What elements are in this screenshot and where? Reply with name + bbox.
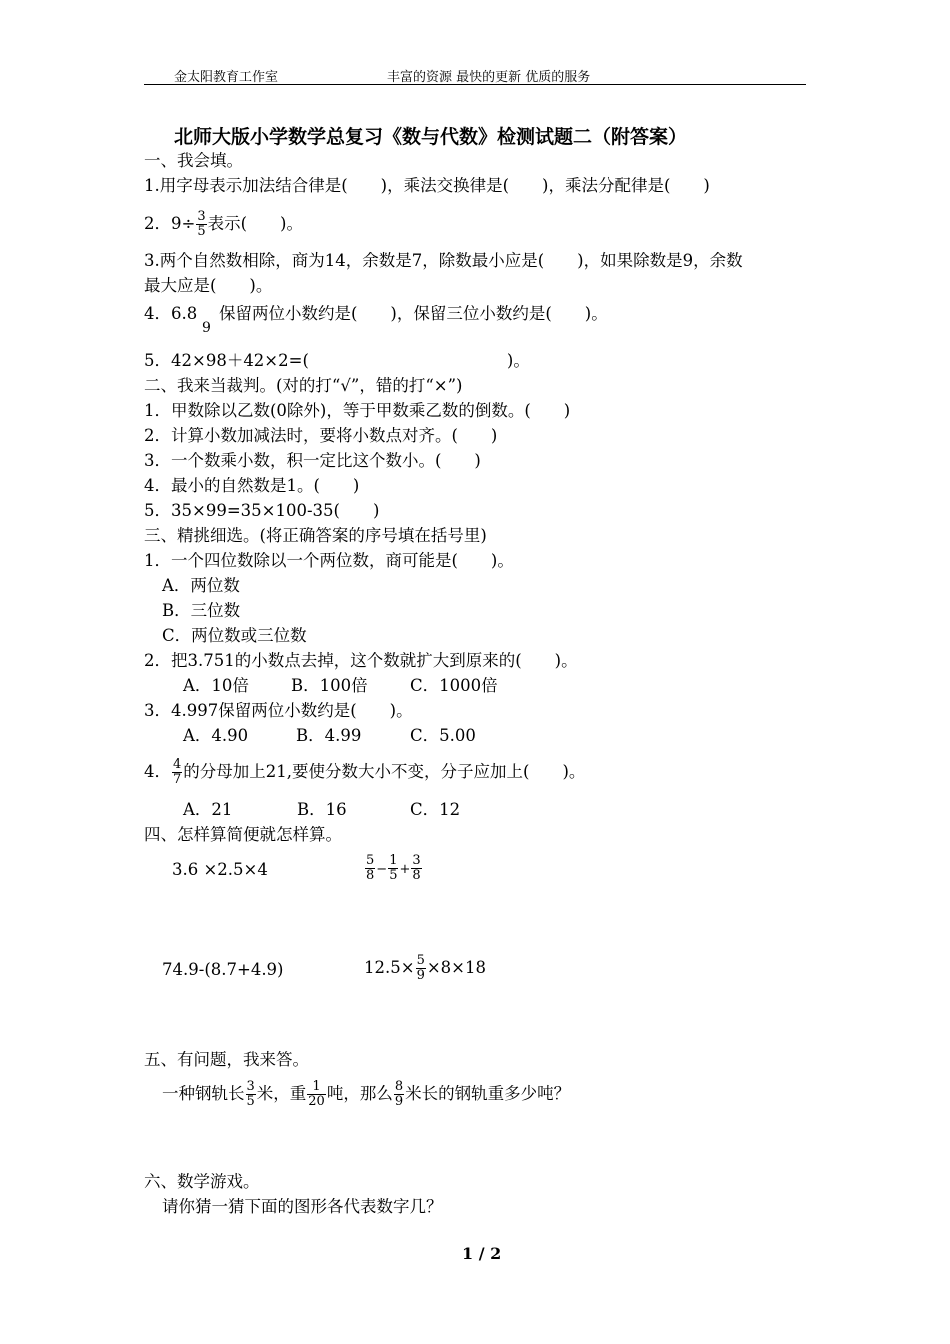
s1-q5: 5．42×98＋42×2=( )。	[144, 351, 530, 370]
s1-q2-denominator: 5	[197, 224, 206, 239]
s3-q2-option: A．10倍	[183, 676, 249, 695]
plus-sign: +	[399, 862, 411, 877]
numerator: 8	[394, 1079, 404, 1094]
s3-q3-option: C．5.00	[410, 726, 476, 745]
s5-fraction-3	[394, 1080, 404, 1109]
s1-q4-repeating-digit: 9	[202, 320, 211, 336]
s1-q2-post: 表示( )。	[207, 214, 303, 233]
s1-q2-numerator: 3	[197, 209, 206, 224]
s5-problem	[162, 1080, 570, 1109]
numerator: 1	[307, 1080, 326, 1095]
s1-q2-pre: 2．9÷	[144, 214, 196, 233]
header-rule	[144, 84, 806, 85]
section1-heading: 一、我会填。	[144, 151, 243, 170]
s1-q2	[144, 210, 303, 239]
s3-q4-fraction	[172, 758, 182, 787]
s4-expr2-frac3	[411, 854, 421, 883]
numerator: 5	[416, 953, 425, 968]
s5-text-3: 吨，那么	[326, 1084, 393, 1103]
s1-q2-fraction	[196, 210, 206, 239]
s4-expr1: 3.6 ×2.5×4	[172, 860, 268, 879]
numerator: 3	[246, 1079, 255, 1094]
denominator: 9	[416, 968, 425, 983]
numerator: 3	[412, 853, 421, 868]
s2-item: 2．计算小数加减法时，要将小数点对齐。( )	[144, 426, 498, 445]
denominator: 5	[246, 1094, 255, 1109]
s4-expr4-fraction	[416, 954, 426, 983]
numerator: 1	[389, 853, 398, 868]
s3-q4	[144, 758, 585, 787]
section2-heading: 二、我来当裁判。(对的打“√”，错的打“×”)	[144, 376, 463, 395]
s5-text-4: 米长的钢轨重多少吨？	[405, 1084, 571, 1103]
s3-q4-option: B．16	[297, 800, 347, 819]
s3-q4-denominator: 7	[173, 772, 182, 787]
section4-heading: 四、怎样算简便就怎样算。	[144, 825, 342, 844]
s5-text-1: 一种钢轨长	[162, 1084, 245, 1103]
s2-item: 1．甲数除以乙数(0除外)，等于甲数乘乙数的倒数。( )	[144, 401, 571, 420]
s2-item: 4．最小的自然数是1。( )	[144, 476, 360, 495]
s3-q4-numerator: 4	[173, 757, 182, 772]
s3-q1: 1．一个四位数除以一个两位数，商可能是( )。	[144, 551, 514, 570]
denominator: 8	[366, 868, 375, 883]
s1-q1: 1.用字母表示加法结合律是( )，乘法交换律是( )，乘法分配律是( )	[144, 176, 710, 195]
section5-heading: 五、有问题，我来答。	[144, 1050, 309, 1069]
s1-q4: 4．6.8 保留两位小数约是( )，保留三位小数约是( )。	[144, 304, 608, 323]
page-title: 北师大版小学数学总复习《数与代数》检测试题二（附答案）	[174, 126, 688, 148]
s3-q3-option: B．4.99	[296, 726, 362, 745]
s4-expr4-pre: 12.5×	[364, 958, 415, 977]
s3-q2-option: C．1000倍	[410, 676, 498, 695]
denominator: 8	[412, 868, 421, 883]
s4-expr4	[364, 954, 486, 983]
s3-q3-option: A．4.90	[183, 726, 249, 745]
header-right: 丰富的资源 最快的更新 优质的服务	[387, 70, 591, 85]
s4-expr2	[364, 854, 423, 883]
s2-item: 3．一个数乘小数，积一定比这个数小。( )	[144, 451, 481, 470]
s4-expr2-frac1	[365, 854, 375, 883]
numerator: 5	[366, 853, 375, 868]
s5-text-2: 米，重	[256, 1084, 307, 1103]
section3-heading: 三、精挑细选。(将正确答案的序号填在括号里)	[144, 526, 487, 545]
s3-q3: 3．4.997保留两位小数约是( )。	[144, 701, 413, 720]
s6-text: 请你猜一猜下面的图形各代表数字几？	[162, 1197, 443, 1216]
s4-expr4-post: ×8×18	[426, 958, 487, 977]
section6-heading: 六、数学游戏。	[144, 1172, 260, 1191]
s3-q2: 2．把3.751的小数点去掉，这个数就扩大到原来的( )。	[144, 651, 578, 670]
s5-fraction-2	[307, 1080, 326, 1109]
s4-expr3: 74.9-(8.7+4.9)	[162, 960, 284, 979]
denominator: 20	[308, 1094, 325, 1109]
denominator: 9	[394, 1094, 404, 1109]
s5-fraction-1	[246, 1080, 256, 1109]
s1-q3-line2: 最大应是( )。	[144, 276, 273, 295]
s3-q1-option: C．两位数或三位数	[162, 626, 307, 645]
s3-q1-option: A．两位数	[162, 576, 240, 595]
s3-q1-option: B．三位数	[162, 601, 241, 620]
s3-q2-option: B．100倍	[291, 676, 368, 695]
s3-q4-pre: 4．	[144, 762, 171, 781]
minus-sign: −	[376, 862, 388, 877]
s3-q4-option: C．12	[410, 800, 461, 819]
s4-expr2-frac2	[388, 854, 398, 883]
s2-item: 5．35×99=35×100-35( )	[144, 501, 380, 520]
header-left: 金太阳教育工作室	[174, 70, 279, 85]
s1-q3-line1: 3.两个自然数相除，商为14，余数是7，除数最小应是( )，如果除数是9，余数	[144, 251, 743, 270]
s3-q4-option: A．21	[183, 800, 233, 819]
page-number: 1 / 2	[462, 1244, 502, 1263]
s3-q4-post: 的分母加上21,要使分数大小不变，分子应加上( )。	[183, 762, 586, 781]
denominator: 5	[389, 868, 398, 883]
